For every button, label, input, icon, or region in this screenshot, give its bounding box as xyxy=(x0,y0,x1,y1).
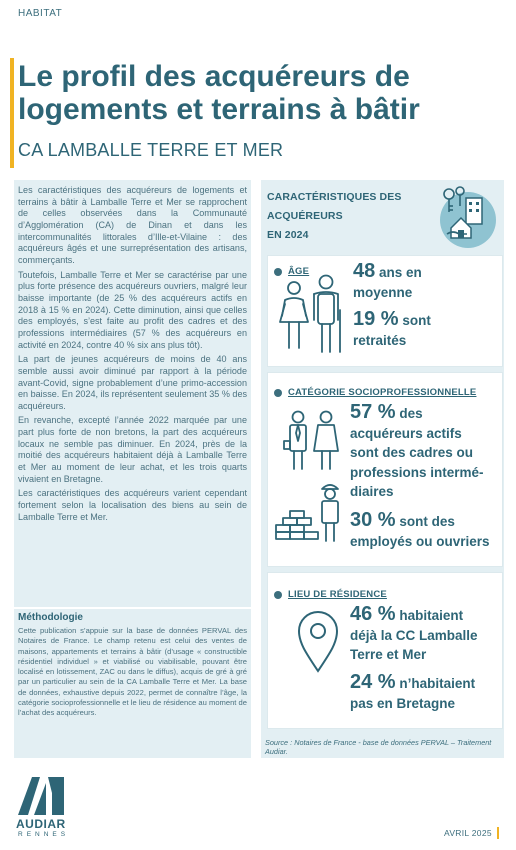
page-subtitle: CA LAMBALLE TERRE ET MER xyxy=(18,140,284,160)
title-line-1: Le profil des acquéreurs de xyxy=(18,60,410,93)
publication-date: AVRIL 2025 xyxy=(444,828,492,838)
paragraph: Les caractéristiques des acquéreurs de logements et terrains à bâtir à Lamballe Terre et Mer se rapprochent de celles observées dans la Communauté d’Agglomération (CA) de Dinan et dans les intercommunalités littorales d’Ille-et-Vilaine : des acquéreurs âgés et une surreprésentation des artisans, commerçants. xyxy=(18,185,247,265)
executives-text-3: sont des cadres ou xyxy=(350,445,474,460)
paragraph: La part de jeunes acquéreurs de moins de 40 ans semble aussi avoir diminué par rapport à la période avant-Covid, signe probablement d’une primo-accession en baisse. En 2024, ils représentent seulement 35 % des acquéreurs. xyxy=(18,354,247,411)
residence-card xyxy=(267,572,503,729)
executives-text-5: diaires xyxy=(350,484,394,499)
bullet-icon xyxy=(274,591,282,599)
local-value: 46 % xyxy=(350,603,396,625)
csp-stat-employees xyxy=(350,511,503,551)
house-keys-icon xyxy=(433,182,499,248)
age-average-text: ans en xyxy=(375,265,422,280)
top-bar xyxy=(0,0,516,22)
retired-text: sont xyxy=(398,313,431,328)
outside-value: 24 % xyxy=(350,671,396,693)
logo-city: RENNES xyxy=(18,831,70,838)
age-stat-average xyxy=(353,262,503,302)
employees-value: 30 % xyxy=(350,509,396,531)
methodology-title: Méthodologie xyxy=(18,612,83,623)
csp-label: CATÉGORIE SOCIOPROFESSIONNELLE xyxy=(288,387,477,398)
outside-text: n’habitaient xyxy=(395,676,476,691)
footer-accent-bar xyxy=(497,827,499,839)
csp-stat-executives xyxy=(350,403,503,502)
retired-value: 19 % xyxy=(353,308,399,330)
local-text-2: déjà la CC Lamballe xyxy=(350,627,478,643)
intro-text-panel xyxy=(14,180,251,607)
page-title xyxy=(18,60,508,126)
residence-stat-outside xyxy=(350,673,503,713)
title-line-2: logements et terrains à bâtir xyxy=(18,93,420,126)
header-line-2: EN 2024 xyxy=(267,229,309,241)
outside-text-2: pas en Bretagne xyxy=(350,695,456,711)
age-card xyxy=(267,255,503,367)
executives-value: 57 % xyxy=(350,401,396,423)
paragraph: Toutefois, Lamballe Terre et Mer se caractérise par une plus forte présence des acquéreurs ouvriers, malgré leur baisse importante (de 25 % des acquéreurs actifs en 2018 à 15 % en 2024). Cette diminution, ainsi que celles des employés, s’est faite au profit des cadres et des professions intermédiaires (57 % des acquéreurs en activité en 2024, contre 40 % six ans plus tôt). xyxy=(18,269,247,350)
source-note: Source : Notaires de France - base de données PERVAL – Traitement Audiar. xyxy=(265,738,492,756)
age-average-text-2: moyenne xyxy=(353,284,413,300)
older-couple-icon xyxy=(274,268,352,360)
executives-text-4: professions intermé- xyxy=(350,464,484,480)
location-pin-icon xyxy=(296,609,340,675)
residence-label: LIEU DE RÉSIDENCE xyxy=(288,589,387,600)
paragraph: Les caractéristiques des acquéreurs varient cependant fortement selon la localisation des biens au sein de Lamballe Terre et Mer. xyxy=(18,488,247,522)
characteristics-header xyxy=(267,188,447,245)
age-average-value: 48 xyxy=(353,260,376,282)
methodology-text: Cette publication s’appuie sur la base de données PERVAL des Notaires de France. Le champ retenu est celui des ventes de maisons, appartements et terrains à bâtir (d’usage « constructible résidentiel individuel » et viabilisé ou viabilisable, pouvant être localisé en lotissement, ZAC ou dans le diffus), acquis de gré à gré par un particulier au sein de la CA Lamballe Terre et Mer. La base de données, exhaustive depuis 2022, permet de connaître l’âge, la catégorie socioprofessionnelle et le lieu de résidence au moment de l’achat des acquéreurs. xyxy=(18,626,247,718)
local-text-3: Terre et Mer xyxy=(350,647,427,662)
section-tag: HABITAT xyxy=(18,8,63,19)
socioprofessional-card xyxy=(267,372,503,567)
age-label: ÂGE xyxy=(288,266,310,277)
bullet-icon xyxy=(274,389,282,397)
header-line-1: CARACTÉRISTIQUES DES ACQUÉREURS xyxy=(267,191,402,222)
executives-icon xyxy=(280,407,346,473)
audiar-logo-icon xyxy=(16,775,66,817)
retired-text-2: retraités xyxy=(353,332,407,348)
title-accent-bar xyxy=(10,58,14,168)
local-text: habitaient xyxy=(395,608,464,623)
age-stat-retired xyxy=(353,310,503,350)
executives-text-2: acquéreurs actifs xyxy=(350,425,462,441)
executives-text: des xyxy=(395,406,423,421)
worker-bricks-icon xyxy=(274,479,356,545)
methodology-panel xyxy=(14,609,251,758)
employees-text-2: employés ou ouvriers xyxy=(350,533,490,549)
employees-text: sont des xyxy=(395,514,455,529)
residence-stat-local xyxy=(350,605,503,665)
paragraph: En revanche, excepté l’année 2022 marquée par une part plus forte de non bretons, la part des acquéreurs locaux ne semble pas diminuer. En 2024, près de la moitié des acquéreurs habitaient déjà à Lamballe Terre et Mer au moment de leur achat, et les trois quarts vivaient en Bretagne. xyxy=(18,415,247,484)
logo-name: AUDIAR xyxy=(16,817,66,831)
